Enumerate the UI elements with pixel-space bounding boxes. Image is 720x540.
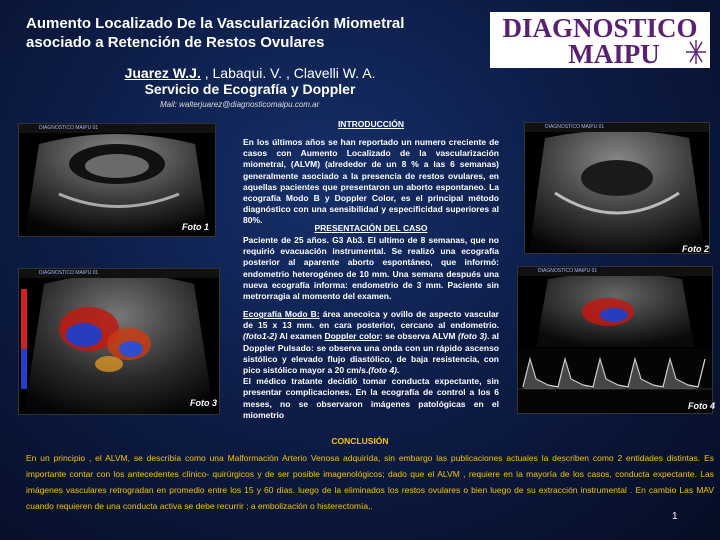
doppler-pulsed-photo-4 xyxy=(517,266,713,414)
intro-text: En los últimos años se han reportado un numero creciente de casos con Aumento Localizado de la vascularización miometral, (ALVM) (alrededor de un 8 % a las 6 semanas) generalmente asociado a la presencia de restos ovulares, en aquellas pacientes que presentaron un aborto espontaneo. La ecografía Modo B y Doppler Color, es el principal método diagnóstico con una sensibilidad y especificidad superiores al 80%. xyxy=(243,137,499,226)
case-findings xyxy=(243,309,499,421)
doppler-color-photo-3 xyxy=(18,268,220,415)
al-examen: Al examen xyxy=(277,331,325,342)
pulsado-text: . al Doppler Pulsado: se observa una onda con un rápido ascenso sistólico y elevado flujo diastólico, de baja resistencia, con pico sistólico mayor a 20 cm/s. xyxy=(243,331,499,376)
intro-heading: INTRODUCCIÓN xyxy=(337,119,405,129)
authors-block xyxy=(100,65,400,97)
photo-header: DIAGNOSTICO MAIPU 01 xyxy=(545,124,605,130)
doppler-color-label: Doppler color xyxy=(324,331,380,342)
modo-b-text: área anecoica y ovillo de aspecto vascular de 15 x 13 mm. en cara posterior, cercano al endometrio. xyxy=(243,309,499,331)
ultrasound-photo-1 xyxy=(18,123,216,237)
service-name: Servicio de Ecografía y Doppler xyxy=(144,81,356,97)
foto-3-ref: (foto 3) xyxy=(458,331,488,342)
photo-4-label: Foto 4 xyxy=(688,401,715,411)
page-number: 1 xyxy=(672,511,678,522)
logo-star-icon xyxy=(686,40,706,64)
modo-b-label: Ecografía Modo B: xyxy=(243,309,320,319)
case-final: El médico tratante decidió tomar conducta expectante, sin presentar complicaciones. En la ecografía de control a los 6 meses, no se observaron imágenes patológicas en el miometrio xyxy=(243,376,499,420)
case-heading: PRESENTACIÓN DEL CASO xyxy=(314,223,428,233)
conclusion-text: En un principio , el ALVM, se describía como una Malformación Arterio Venosa adquirida, sin embargo las publicaciones actuales la describen como 2 entidades distintas. Es importante contar con los antecedentes clínico- quirúrgicos y de ser posible imagenológicos; dado que el ALVM , requiere en la mayoría de los casos, conducta expectante. Las imágenes vasculares retrogradan en promedio entre los 15 y 60 días. luego de la eliminados los restos ovulares o bien luego de su extracción instrumental . En cambio Las MAV cuando requieren de una conducta activa se debe recurrir ; a embolización o histerectomía,. xyxy=(26,453,714,511)
photo-header: DIAGNOSTICO MAIPU 01 xyxy=(39,125,99,131)
photo-header: DIAGNOSTICO MAIPU 01 xyxy=(39,270,99,276)
lead-author: Juarez W.J. xyxy=(124,65,201,81)
contact-mail: Mail: walterjuarez@diagnosticomaipu.com.ar xyxy=(160,100,320,109)
case-text: Paciente de 25 años. G3 Ab3. El ultimo de 8 semanas, que no requirió evacuación instrumental. Se realizó una ecografía posterior al aparente aborto espontáneo, que informó: endometrio heterogéneo de 10 mm. Una semana después una nueva ecografía informa: endometrio de 3 mm. Paciente sin metrorragia al momento del examen. xyxy=(243,235,499,302)
doppler-text: : se observa ALVM xyxy=(379,331,459,342)
logo-line1: DIAGNOSTICO xyxy=(502,13,698,43)
photo-header: DIAGNOSTICO MAIPU 01 xyxy=(538,268,598,274)
poster-title: Aumento Localizado De la Vascularización Miometral asociado a Retención de Restos Ovulares xyxy=(26,15,405,51)
foto-4-ref: (foto 4). xyxy=(368,365,400,376)
ultrasound-photo-2 xyxy=(524,122,710,254)
photo-3-label: Foto 3 xyxy=(190,398,217,408)
conclusion-heading: CONCLUSIÓN xyxy=(331,436,389,446)
foto-1-2-ref: (foto1-2) xyxy=(243,331,277,342)
diagnostico-maipu-logo xyxy=(490,12,710,68)
photo-1-label: Foto 1 xyxy=(182,222,209,232)
photo-2-label: Foto 2 xyxy=(682,244,709,254)
co-authors: , Labaqui. V. , Clavelli W. A. xyxy=(200,65,376,81)
logo-line2: MAIPU xyxy=(568,39,660,68)
